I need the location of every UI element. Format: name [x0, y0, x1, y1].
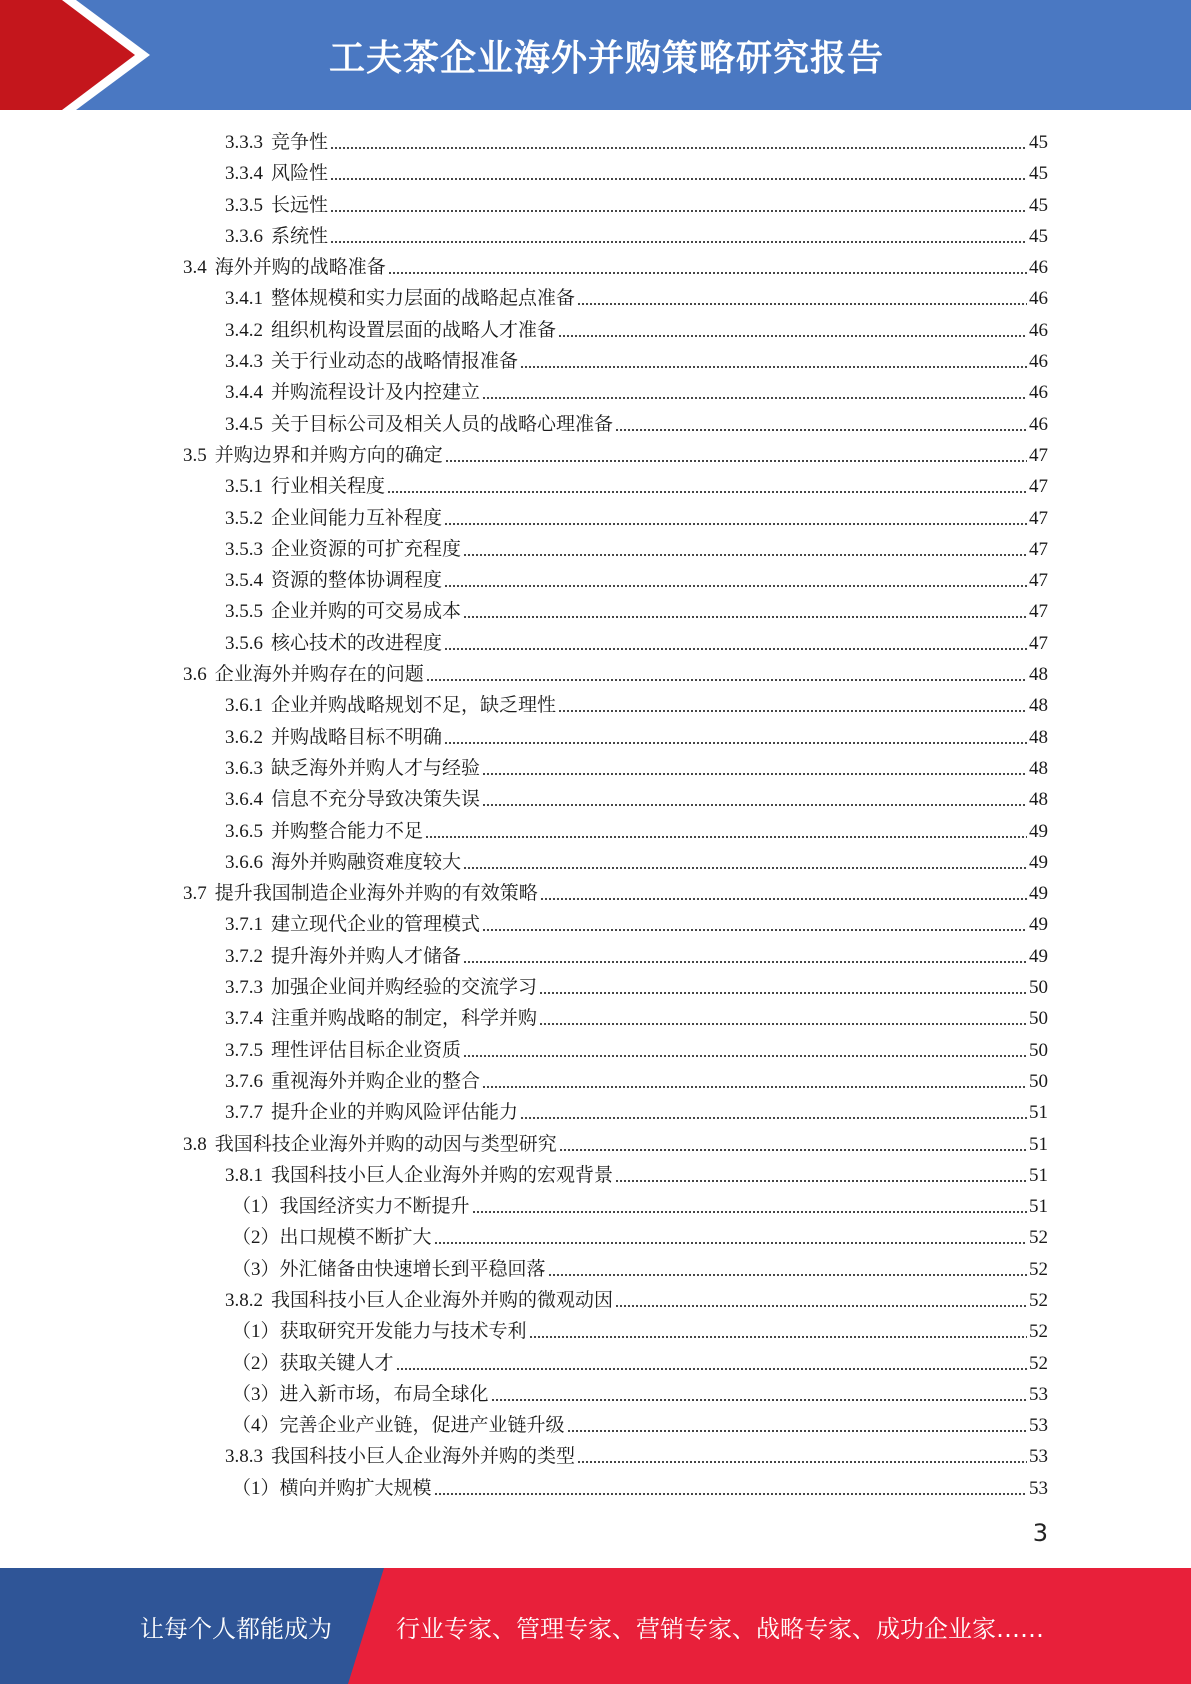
toc-entry-title: 我国科技小巨人企业海外并购的微观动因 [271, 1289, 614, 1311]
toc-entry-page: 45 [1029, 132, 1048, 153]
toc-entry[interactable] [0, 722, 1191, 753]
toc-entry-page: 50 [1029, 1039, 1048, 1061]
toc-dot-leader [558, 315, 1027, 346]
toc-entry[interactable] [0, 878, 1191, 909]
toc-entry-title: 核心技术的改进程度 [271, 632, 443, 654]
toc-entry[interactable] [0, 315, 1191, 346]
toc-dot-leader [615, 1285, 1027, 1316]
toc-dot-leader [434, 1473, 1027, 1504]
toc-entry[interactable] [0, 1348, 1191, 1379]
toc-entry-title: 完善企业产业链，促进产业链升级 [279, 1415, 565, 1437]
toc-dot-leader [463, 847, 1027, 878]
toc-entry-page: 52 [1029, 1258, 1048, 1280]
toc-entry-number: （1） [232, 1477, 280, 1499]
toc-entry-number: 3.5.3 [225, 538, 263, 560]
toc-entry[interactable] [0, 1473, 1191, 1504]
toc-entry-page: 45 [1029, 225, 1048, 247]
toc-entry-page: 51 [1029, 1133, 1048, 1155]
toc-entry-page: 46 [1029, 257, 1048, 279]
toc-entry-title: 获取研究开发能力与技术专利 [279, 1321, 527, 1343]
toc-entry-title: 外汇储备由快速增长到平稳回落 [279, 1258, 546, 1280]
toc-entry[interactable] [0, 221, 1191, 252]
toc-entry-title: 并购边界和并购方向的确定 [214, 444, 443, 466]
toc-entry[interactable] [0, 158, 1191, 189]
toc-entry-title: 并购战略目标不明确 [271, 726, 443, 748]
toc-entry-number: 3.6.1 [225, 695, 263, 717]
toc-entry-number: 3.6.5 [225, 820, 263, 842]
toc-entry[interactable] [0, 1129, 1191, 1160]
toc-entry-page: 48 [1029, 664, 1048, 686]
toc-entry-number: 3.7.5 [225, 1039, 263, 1061]
toc-dot-leader [558, 690, 1027, 721]
toc-entry-page: 51 [1029, 1196, 1048, 1218]
toc-entry-page: 45 [1029, 194, 1048, 216]
toc-entry-title: 整体规模和实力层面的战略起点准备 [271, 288, 576, 310]
toc-entry-title: 缺乏海外并购人才与经验 [271, 757, 481, 779]
toc-entry[interactable] [0, 1410, 1191, 1441]
toc-entry[interactable] [0, 346, 1191, 377]
toc-entry-number: 3.7.7 [225, 1102, 263, 1124]
toc-dot-leader [463, 596, 1027, 627]
toc-entry-page: 52 [1029, 1289, 1048, 1311]
toc-entry-number: （1） [232, 1196, 280, 1218]
toc-entry-number: 3.8.2 [225, 1289, 263, 1311]
toc-entry-number: 3.7.2 [225, 945, 263, 967]
toc-dot-leader [444, 722, 1027, 753]
toc-dot-leader [330, 127, 1027, 158]
toc-dot-leader [540, 878, 1027, 909]
toc-entry-title: 提升海外并购人才储备 [271, 945, 462, 967]
toc-entry-page: 52 [1029, 1321, 1048, 1343]
toc-entry-number: （4） [232, 1415, 280, 1437]
toc-entry[interactable] [0, 690, 1191, 721]
toc-entry-title: 我国科技小巨人企业海外并购的类型 [271, 1446, 576, 1468]
toc-entry-number: （2） [232, 1352, 280, 1374]
toc-entry-page: 50 [1029, 1070, 1048, 1092]
toc-dot-leader [444, 503, 1027, 534]
toc-dot-leader [491, 1379, 1027, 1410]
toc-dot-leader [445, 440, 1027, 471]
toc-dot-leader [539, 1003, 1027, 1034]
toc-entry-page: 49 [1029, 914, 1048, 936]
toc-entry-number: 3.3.4 [225, 163, 263, 185]
toc-entry-title: 海外并购的战略准备 [214, 257, 386, 279]
toc-entry-page: 49 [1029, 820, 1048, 842]
toc-entry-title: 组织机构设置层面的战略人才准备 [271, 319, 557, 341]
toc-entry-title: 资源的整体协调程度 [271, 570, 443, 592]
toc-entry-title: 重视海外并购企业的整合 [271, 1070, 481, 1092]
toc-entry[interactable] [0, 127, 1191, 158]
toc-entry[interactable] [0, 190, 1191, 221]
toc-dot-leader [482, 753, 1027, 784]
toc-entry-page: 48 [1029, 789, 1048, 811]
toc-entry-number: 3.6.4 [225, 789, 263, 811]
toc-entry[interactable] [0, 534, 1191, 565]
toc-entry-number: 3.7 [183, 883, 207, 905]
toc-entry-number: 3.6.2 [225, 726, 263, 748]
toc-entry-page: 46 [1029, 288, 1048, 310]
toc-entry-page: 47 [1029, 601, 1048, 623]
toc-entry[interactable] [0, 1222, 1191, 1253]
toc-entry[interactable] [0, 471, 1191, 502]
toc-entry-number: （2） [232, 1227, 280, 1249]
toc-entry-number: 3.5.1 [225, 476, 263, 498]
toc-dot-leader [482, 377, 1027, 408]
toc-dot-leader [472, 1191, 1027, 1222]
toc-dot-leader [548, 1254, 1027, 1285]
toc-entry-page: 46 [1029, 351, 1048, 373]
toc-entry[interactable] [0, 1035, 1191, 1066]
toc-entry-page: 53 [1029, 1415, 1048, 1437]
toc-entry-title: 横向并购扩大规模 [279, 1477, 432, 1499]
toc-entry[interactable] [0, 503, 1191, 534]
toc-entry-number: （3） [232, 1258, 280, 1280]
toc-entry-number: 3.4 [183, 257, 207, 279]
toc-entry[interactable] [0, 628, 1191, 659]
toc-entry-number: 3.6 [183, 664, 207, 686]
toc-dot-leader [425, 816, 1027, 847]
toc-entry-page: 50 [1029, 977, 1048, 999]
toc-entry-number: 3.3.6 [225, 225, 263, 247]
toc-entry-number: 3.3.3 [225, 132, 263, 153]
toc-dot-leader [330, 190, 1027, 221]
toc-entry-title: 关于目标公司及相关人员的战略心理准备 [271, 413, 614, 435]
toc-entry[interactable] [0, 909, 1191, 940]
toc-dot-leader [463, 941, 1027, 972]
toc-entry-page: 52 [1029, 1227, 1048, 1249]
toc-entry-number: 3.8.1 [225, 1164, 263, 1186]
toc-entry[interactable] [0, 1160, 1191, 1191]
toc-dot-leader [463, 534, 1027, 565]
toc-entry-number: 3.4.4 [225, 382, 263, 404]
toc-entry-page: 49 [1029, 851, 1048, 873]
toc-entry[interactable] [0, 1316, 1191, 1347]
toc-entry-title: 出口规模不断扩大 [279, 1227, 432, 1249]
toc-entry-number: 3.7.4 [225, 1008, 263, 1030]
toc-entry[interactable] [0, 1097, 1191, 1128]
toc-entry-number: 3.5.5 [225, 601, 263, 623]
toc-entry-page: 51 [1029, 1164, 1048, 1186]
toc-entry[interactable] [0, 784, 1191, 815]
toc-entry-page: 49 [1029, 945, 1048, 967]
toc-dot-leader [463, 1035, 1027, 1066]
toc-dot-leader [330, 158, 1027, 189]
toc-entry-number: 3.7.1 [225, 914, 263, 936]
toc-entry[interactable] [0, 440, 1191, 471]
toc-entry-page: 47 [1029, 632, 1048, 654]
toc-entry-page: 53 [1029, 1383, 1048, 1405]
toc-entry-page: 45 [1029, 163, 1048, 185]
toc-entry-number: 3.4.3 [225, 351, 263, 373]
page-number: 3 [1032, 1519, 1048, 1547]
toc-dot-leader [387, 471, 1027, 502]
toc-entry-number: 3.6.3 [225, 757, 263, 779]
toc-entry[interactable] [0, 565, 1191, 596]
toc-dot-leader [388, 252, 1027, 283]
toc-entry-title: 信息不充分导致决策失误 [271, 789, 481, 811]
toc-entry-title: 我国科技企业海外并购的动因与类型研究 [214, 1133, 557, 1155]
toc-entry-title: 提升企业的并购风险评估能力 [271, 1102, 519, 1124]
footer-banner [0, 1568, 1191, 1684]
toc-entry-title: 提升我国制造企业海外并购的有效策略 [214, 883, 538, 905]
toc-entry-title: 获取关键人才 [279, 1352, 394, 1374]
toc-entry[interactable] [0, 753, 1191, 784]
toc-entry-page: 50 [1029, 1008, 1048, 1030]
toc-entry-title: 加强企业间并购经验的交流学习 [271, 977, 538, 999]
toc-entry[interactable] [0, 377, 1191, 408]
toc-entry[interactable] [0, 972, 1191, 1003]
toc-entry-title: 系统性 [271, 225, 329, 247]
toc-dot-leader [615, 409, 1027, 440]
footer-slogan-left: 让每个人都能成为 [140, 1614, 332, 1643]
toc-entry-page: 46 [1029, 319, 1048, 341]
toc-entry[interactable] [0, 409, 1191, 440]
toc-entry[interactable] [0, 941, 1191, 972]
toc-dot-leader [426, 659, 1027, 690]
toc-dot-leader [520, 346, 1027, 377]
toc-entry[interactable] [0, 1254, 1191, 1285]
toc-entry-number: 3.5.2 [225, 507, 263, 529]
toc-entry[interactable] [0, 1441, 1191, 1472]
toc-entry-title: 企业并购战略规划不足，缺乏理性 [271, 695, 557, 717]
toc-dot-leader [520, 1097, 1027, 1128]
toc-entry-number: 3.5.4 [225, 570, 263, 592]
toc-entry-page: 46 [1029, 413, 1048, 435]
toc-entry-title: 关于行业动态的战略情报准备 [271, 351, 519, 373]
footer-slogan-right: 行业专家、管理专家、营销专家、战略专家、成功企业家…… [396, 1614, 1044, 1643]
toc-entry-number: 3.6.6 [225, 851, 263, 873]
toc-entry-page: 47 [1029, 507, 1048, 529]
toc-entry-title: 海外并购融资难度较大 [271, 851, 462, 873]
toc-entry-number: （1） [232, 1321, 280, 1343]
toc-entry-number: 3.4.5 [225, 413, 263, 435]
toc-entry-title: 进入新市场，布局全球化 [279, 1383, 489, 1405]
toc-entry-number: 3.4.1 [225, 288, 263, 310]
toc-entry-title: 建立现代企业的管理模式 [271, 914, 481, 936]
toc-entry-number: 3.7.3 [225, 977, 263, 999]
toc-entry[interactable] [0, 816, 1191, 847]
toc-entry-title: 竞争性 [271, 132, 329, 153]
toc-entry-number: 3.8.3 [225, 1446, 263, 1468]
toc-dot-leader [482, 1066, 1027, 1097]
toc-dot-leader [396, 1348, 1027, 1379]
toc-entry-page: 47 [1029, 444, 1048, 466]
toc-entry-number: 3.4.2 [225, 319, 263, 341]
toc-entry-title: 注重并购战略的制定，科学并购 [271, 1008, 538, 1030]
toc-entry-title: 企业海外并购存在的问题 [214, 664, 424, 686]
toc-entry-title: 并购流程设计及内控建立 [271, 382, 481, 404]
toc-entry[interactable] [0, 283, 1191, 314]
toc-entry[interactable] [0, 1066, 1191, 1097]
toc-dot-leader [615, 1160, 1027, 1191]
toc-entry-number: 3.8 [183, 1133, 207, 1155]
toc-entry[interactable] [0, 847, 1191, 878]
toc-dot-leader [444, 565, 1027, 596]
toc-entry-page: 47 [1029, 538, 1048, 560]
toc-entry[interactable] [0, 659, 1191, 690]
toc-entry-page: 49 [1029, 883, 1048, 905]
toc-dot-leader [559, 1129, 1027, 1160]
toc-entry-page: 52 [1029, 1352, 1048, 1374]
document-title: 工夫茶企业海外并购策略研究报告 [328, 37, 884, 79]
toc-entry-page: 48 [1029, 726, 1048, 748]
table-of-contents [0, 127, 1191, 1504]
toc-entry-page: 48 [1029, 695, 1048, 717]
toc-dot-leader [482, 909, 1027, 940]
toc-dot-leader [529, 1316, 1027, 1347]
toc-dot-leader [330, 221, 1027, 252]
toc-entry-title: 我国经济实力不断提升 [279, 1196, 470, 1218]
toc-entry[interactable] [0, 1285, 1191, 1316]
toc-entry[interactable] [0, 1003, 1191, 1034]
toc-entry[interactable] [0, 252, 1191, 283]
toc-entry-title: 企业间能力互补程度 [271, 507, 443, 529]
toc-entry[interactable] [0, 596, 1191, 627]
toc-entry-page: 48 [1029, 757, 1048, 779]
toc-entry-title: 行业相关程度 [271, 476, 386, 498]
toc-entry-title: 我国科技小巨人企业海外并购的宏观背景 [271, 1164, 614, 1186]
toc-entry-title: 风险性 [271, 163, 329, 185]
toc-entry-page: 51 [1029, 1102, 1048, 1124]
toc-entry-page: 46 [1029, 382, 1048, 404]
toc-entry-page: 47 [1029, 476, 1048, 498]
toc-entry-number: （3） [232, 1383, 280, 1405]
toc-entry-number: 3.3.5 [225, 194, 263, 216]
toc-dot-leader [434, 1222, 1027, 1253]
header-banner [0, 0, 1191, 110]
toc-dot-leader [444, 628, 1027, 659]
toc-entry-number: 3.7.6 [225, 1070, 263, 1092]
toc-dot-leader [539, 972, 1027, 1003]
toc-entry[interactable] [0, 1191, 1191, 1222]
toc-entry-title: 并购整合能力不足 [271, 820, 424, 842]
toc-entry-title: 企业资源的可扩充程度 [271, 538, 462, 560]
toc-entry-page: 47 [1029, 570, 1048, 592]
toc-entry[interactable] [0, 1379, 1191, 1410]
toc-entry-title: 理性评估目标企业资质 [271, 1039, 462, 1061]
toc-entry-number: 3.5 [183, 444, 207, 466]
toc-entry-page: 53 [1029, 1477, 1048, 1499]
toc-entry-title: 长远性 [271, 194, 329, 216]
toc-dot-leader [577, 1441, 1027, 1472]
toc-dot-leader [577, 283, 1027, 314]
toc-dot-leader [482, 784, 1027, 815]
toc-entry-number: 3.5.6 [225, 632, 263, 654]
toc-entry-title: 企业并购的可交易成本 [271, 601, 462, 623]
toc-dot-leader [567, 1410, 1027, 1441]
toc-entry-page: 53 [1029, 1446, 1048, 1468]
